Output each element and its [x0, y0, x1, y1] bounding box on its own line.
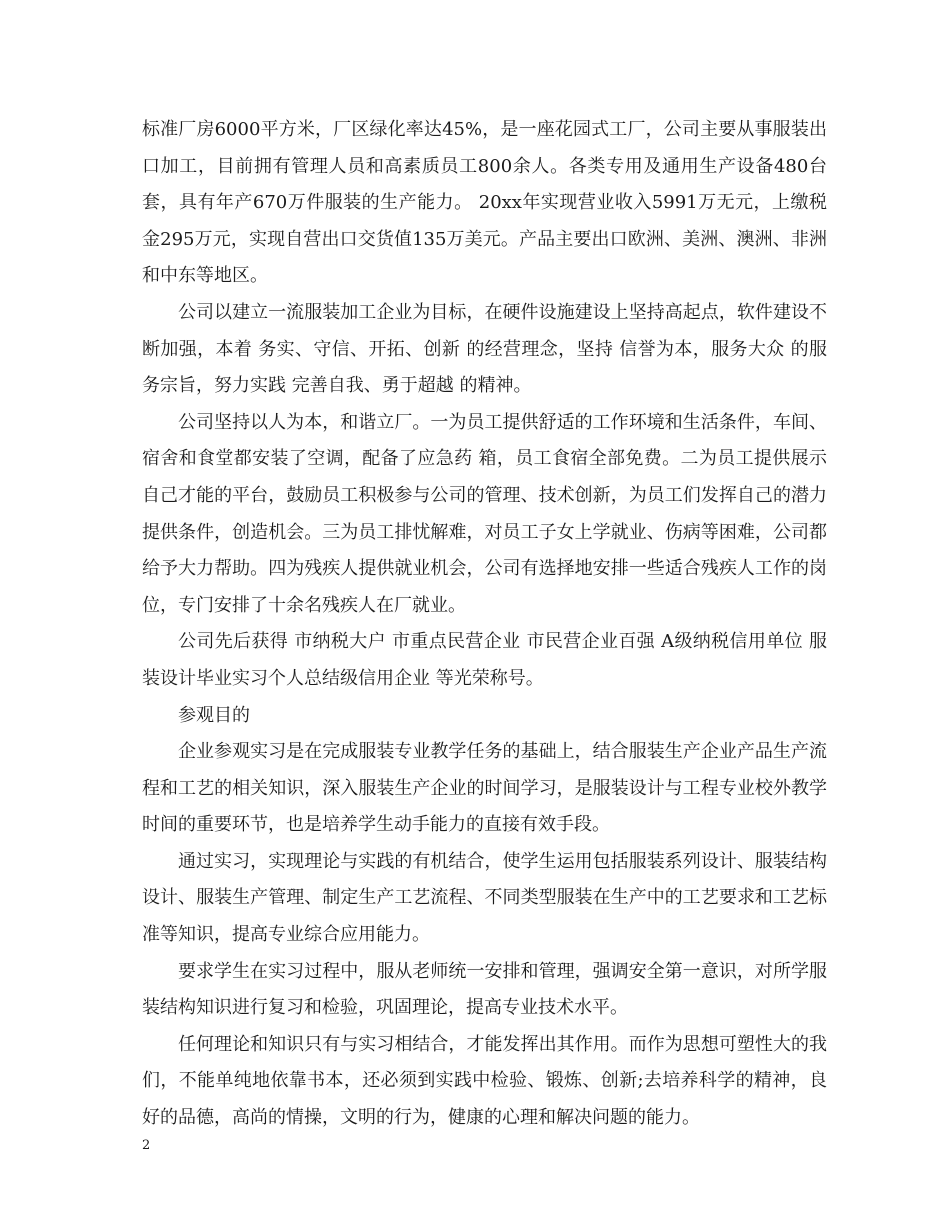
- paragraph-visit-purpose: 企业参观实习是在完成服装专业教学任务的基础上，结合服装生产企业产品生产流程和工艺的相关知识，深入服装生产企业的时间学习，是服装设计与工程专业校外教学时间的重要环节，也是培养学生动手能力的直接有效手段。: [142, 741, 827, 836]
- document-body: [142, 112, 827, 1137]
- paragraph-reflection: 任何理论和知识只有与实习相结合，才能发挥出其作用。而作为思想可塑性大的我们，不能单纯地依靠书本，还必须到实践中检验、锻炼、创新;去培养科学的精神，良好的品德，高尚的情操，文明的行为，健康的心理和解决问题的能力。: [142, 1033, 827, 1129]
- paragraph-requirements: 要求学生在实习过程中，服从老师统一安排和管理，强调安全第一意识，对所学服装结构知识进行复习和检验，巩固理论，提高专业技术水平。: [142, 960, 827, 1019]
- page-number: 2: [142, 1138, 151, 1153]
- paragraph-business-philosophy: 公司以建立一流服装加工企业为目标，在硬件设施建设上坚持高起点，软件建设不断加强，本着 务实、守信、开拓、创新 的经营理念，坚持 信誉为本，服务大众 的服务宗旨，努力实践 完善自我、勇于超越 的精神。: [142, 301, 827, 397]
- paragraph-company-scale: 标准厂房6000平方米，厂区绿化率达45%，是一座花园式工厂，公司主要从事服装出口加工，目前拥有管理人员和高素质员工800余人。各类专用及通用生产设备480台套，具有年产670万件服装的生产能力。 20xx年实现营业收入5991万无元，上缴税金295万元，实现自营出口交货值135万美元。产品主要出口欧洲、美洲、澳洲、非洲和中东等地区。: [142, 119, 827, 287]
- section-heading-visit-purpose: 参观目的: [178, 704, 250, 726]
- paragraph-employee-care: 公司坚持以人为本，和谐立厂。一为员工提供舒适的工作环境和生活条件，车间、宿舍和食堂都安装了空调，配备了应急药 箱，员工食宿全部免费。二为员工提供展示自己才能的平台，鼓励员工积极参与公司的管理、技术创新，为员工们发挥自己的潜力提供条件，创造机会。三为员工排忧解难，对员工子女上学就业、伤病等困难，公司都给予大力帮助。四为残疾人提供就业机会，公司有选择地安排一些适合残疾人工作的岗位，专门安排了十余名残疾人在厂就业。: [142, 411, 827, 616]
- paragraph-honors: 公司先后获得 市纳税大户 市重点民营企业 市民营企业百强 A级纳税信用单位 服装设计毕业实习个人总结级信用企业 等光荣称号。: [142, 631, 827, 689]
- paragraph-theory-practice: 通过实习，实现理论与实践的有机结合，使学生运用包括服装系列设计、服装结构设计、服装生产管理、制定生产工艺流程、不同类型服装在生产中的工艺要求和工艺标准等知识，提高专业综合应用能力。: [142, 850, 827, 946]
